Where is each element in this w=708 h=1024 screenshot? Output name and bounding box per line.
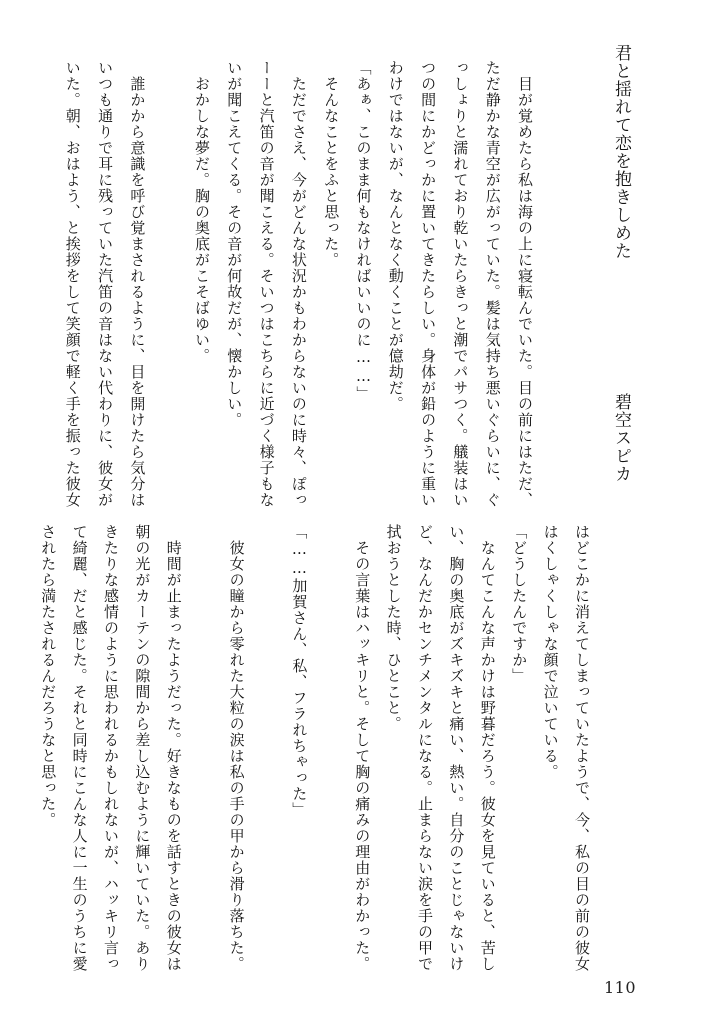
story-title: 君と揺れて恋を抱きしめた — [611, 44, 631, 260]
text-column: なんてこんな声かけは野暮だろう。彼女を見ていると、苦し — [478, 524, 497, 972]
text-column: い、胸の奥底がズキズキと痛い、熱い。自分のことじゃないけ — [447, 524, 466, 972]
text-column: 彼女の瞳から零れた大粒の涙は私の手の甲から滑り落ちた。 — [227, 524, 246, 972]
text-column: っしょりと濡れており乾いたらきっと潮でパサつく。艤装はい — [451, 60, 470, 508]
text-column: 「……加賀さん、私、フラれちゃった」 — [290, 524, 309, 818]
text-column: 目が覚めたら私は海の上に寝転んでいた。目の前にはただ、 — [516, 60, 534, 508]
text-column: いた。朝、おはよう、と挨拶をして笑顔で軽く手を振った彼女 — [63, 60, 82, 508]
text-column: はどこかに消えてしまっていたようで、今、私の目の前の彼女 — [573, 524, 591, 972]
text-column: ただでさえ、今がどんな状況かもわからないのに時々、ぽっ — [289, 60, 308, 508]
text-column: ただ静かな青空が広がっていた。髪は気持ち悪いぐらいに、ぐ — [483, 60, 502, 508]
text-column: きたりな感情のように思われるかもしれないが、ハッキリ言っ — [102, 524, 120, 972]
text-column: その言葉はハッキリと。そして胸の痛みの理由がわかった。 — [353, 524, 372, 972]
text-column: つの間にかどっかに置いてきたらしい。身体が鉛のように重い — [419, 60, 438, 508]
text-column: 「どうしたんですか」 — [510, 524, 529, 684]
page-number: 110 — [604, 978, 637, 997]
author-name: 碧空スピカ — [611, 393, 631, 483]
text-column: 朝の光がカーテンの隙間から差し込むように輝いていた。あり — [133, 524, 152, 972]
text-column: そんなことをふと思った。 — [322, 60, 341, 268]
text-column: て綺麗、だと感じた。それと同時にこんな人に一生のうちに愛 — [70, 524, 89, 972]
text-column: 時間が止まったようだった。好きなものを話すときの彼女は — [164, 524, 183, 972]
text-column: ーーと汽笛の音が聞こえる。そいつはこちらに近づく様子もな — [257, 60, 276, 508]
text-column: 「あぁ、このまま何もなければいいのに……」 — [354, 60, 373, 402]
text-column: いが聞こえてくる。その音が何故だが、懐かしい。 — [225, 60, 244, 428]
text-column: ど、なんだかセンチメンタルになる。止まらない涙を手の甲で — [416, 524, 434, 972]
text-column: わけではないが、なんとなく動くことが億劫だ。 — [386, 60, 405, 412]
text-column: 拭おうとした時、ひとこと。 — [384, 524, 403, 732]
text-column: されたら満たされるんだろうなと思った。 — [39, 524, 58, 828]
text-column: はくしゃくしゃな顔で泣いている。 — [541, 524, 560, 780]
text-column: おかしな夢だ。胸の奥底がこそばゆい。 — [193, 60, 211, 364]
text-column: いつも通りで耳に残っていた汽笛の音はない代わりに、彼女が — [96, 60, 115, 508]
text-column: 誰かから意識を呼び覚まされるように、目を開けたら気分は — [128, 60, 147, 508]
